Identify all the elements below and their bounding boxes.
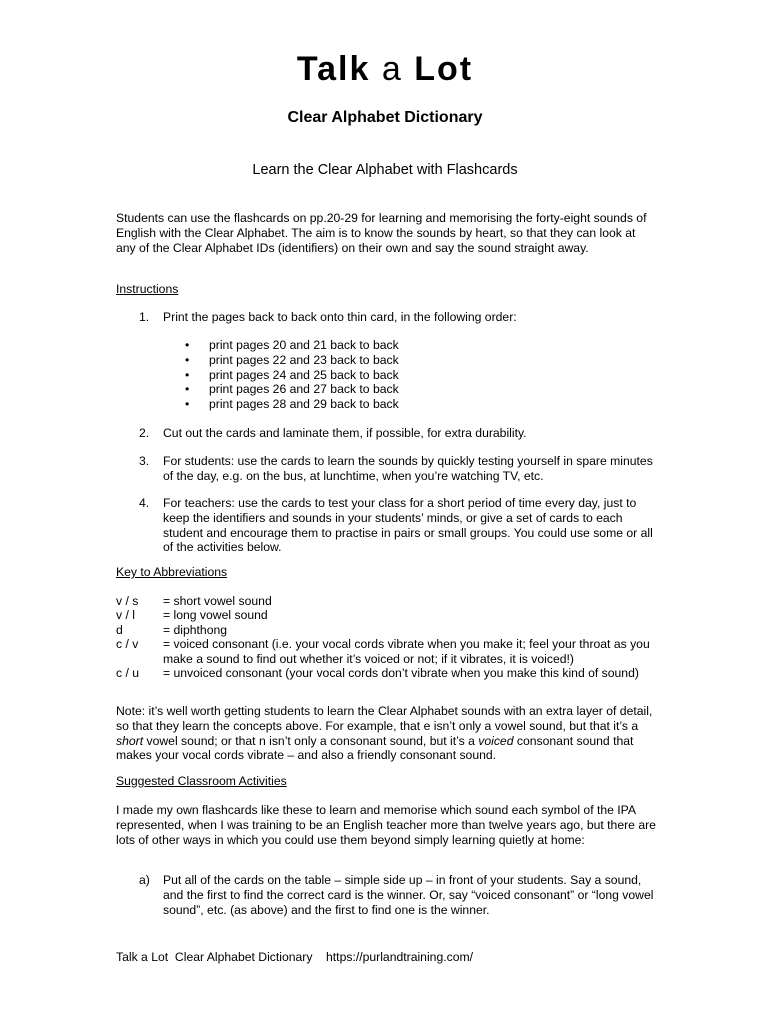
activity-label: a) <box>139 873 150 887</box>
bullet-icon: • <box>185 367 190 382</box>
abbreviation-key: v / l <box>116 608 135 623</box>
abbreviation-key: v / s <box>116 594 139 608</box>
list-item: • print pages 28 and 29 back to back <box>185 397 399 412</box>
step-number: 4. <box>139 496 150 510</box>
bullet-icon: • <box>185 382 190 397</box>
step-text: Cut out the cards and laminate them, if possible, for extra durability. <box>163 426 527 440</box>
footer-url: https://purlandtraining.com/ <box>326 950 474 964</box>
emphasis-short: short <box>116 733 144 748</box>
activities-intro: I made my own flashcards like these to learn and memorise which sound each symbol of the IPA represented, when I was training to be an English teacher more than twelve years ago, but there are lots of other ways in which you could use them beyond simply learning quietly at home: <box>116 803 656 847</box>
title-part-a: a <box>381 50 403 88</box>
key-heading: Key to Abbreviations <box>116 565 228 579</box>
step-number: 1. <box>139 310 150 324</box>
instruction-step-4 <box>139 496 659 555</box>
abbreviation-definition: = short vowel sound <box>163 594 272 608</box>
section-heading: Learn the Clear Alphabet with Flashcards <box>252 162 518 178</box>
title-part-talk: Talk <box>296 50 371 88</box>
intro-paragraph: Students can use the flashcards on pp.20-29 for learning and memorising the forty-eight sounds of English with the Clear Alphabet. The aim is to know the sounds by heart, so that they can look at any of the Clear Alphabet IDs (identifiers) on their own and say the sound straight away. <box>116 211 647 255</box>
activity-text: Put all of the cards on the table – simple side up – in front of your students. Say a sound, and the first to find the correct card is the winner. Or, say “voiced consonant” or “long vowel sound”, etc. (as above) and the first to find one is the winner. <box>163 873 654 917</box>
page-footer <box>116 950 473 964</box>
list-item: • print pages 26 and 27 back to back <box>185 382 399 397</box>
abbreviation-key: c / v <box>116 637 139 652</box>
activity-item-a <box>139 873 659 917</box>
abbreviation-definition: = unvoiced consonant (your vocal cords don’t vibrate when you make this kind of sound) <box>163 666 639 681</box>
page-title <box>0 50 770 89</box>
list-item: • print pages 20 and 21 back to back <box>185 338 399 352</box>
print-order-list <box>185 338 399 412</box>
footer-title: Talk a Lot Clear Alphabet Dictionary <box>116 950 313 964</box>
bullet-icon: • <box>185 397 190 412</box>
abbreviation-row <box>116 637 656 666</box>
step-text: For teachers: use the cards to test your class for a short period of time every day, just to keep the identifiers and sounds in your students’ minds, or give a set of cards to each student and encourage them to practise in pairs or small groups. You could use some or all of the activities below. <box>163 496 653 555</box>
step-number: 3. <box>139 454 150 468</box>
abbreviation-key: c / u <box>116 666 140 681</box>
abbreviation-key: d <box>116 622 123 637</box>
instructions-heading: Instructions <box>116 282 179 296</box>
step-number: 2. <box>139 426 150 440</box>
activities-heading: Suggested Classroom Activities <box>116 774 287 788</box>
abbreviation-list <box>116 594 656 680</box>
abbreviation-row <box>116 666 656 680</box>
instruction-step-1 <box>139 310 659 325</box>
title-part-lot: Lot <box>414 50 474 88</box>
page-subtitle: Clear Alphabet Dictionary <box>287 109 483 126</box>
step-text: Print the pages back to back onto thin card, in the following order: <box>163 310 517 324</box>
abbreviation-row <box>116 608 656 622</box>
note-paragraph: Note: it’s well worth getting students to learn the Clear Alphabet sounds with an extra layer of detail, so that they learn the concepts above. For example, that e isn’t only a vowel sound, but that it’s a short vowel sound; or that n isn’t only a consonant sound, but it’s a voiced consonant sound that makes your vocal cords vibrate – and also a friendly consonant sound. <box>116 704 653 763</box>
list-item: • print pages 24 and 25 back to back <box>185 367 399 382</box>
bullet-icon: • <box>185 338 190 352</box>
list-item: • print pages 22 and 23 back to back <box>185 352 399 367</box>
abbreviation-row <box>116 623 656 637</box>
bullet-icon: • <box>185 352 190 367</box>
abbreviation-definition: = voiced consonant (i.e. your vocal cords vibrate when you make it; feel your throat as you make a sound to find out whether it’s voiced or not; if it vibrates, it is voiced!) <box>163 637 650 666</box>
instruction-step-3 <box>139 454 659 484</box>
abbreviation-row <box>116 594 656 608</box>
instruction-step-2 <box>139 426 659 441</box>
step-text: For students: use the cards to learn the sounds by quickly testing yourself in spare minutes of the day, e.g. on the bus, at lunchtime, when you’re watching TV, etc. <box>163 454 653 483</box>
emphasis-voiced: voiced <box>478 733 514 748</box>
abbreviation-definition: = long vowel sound <box>163 608 268 623</box>
abbreviation-definition: = diphthong <box>163 622 228 637</box>
